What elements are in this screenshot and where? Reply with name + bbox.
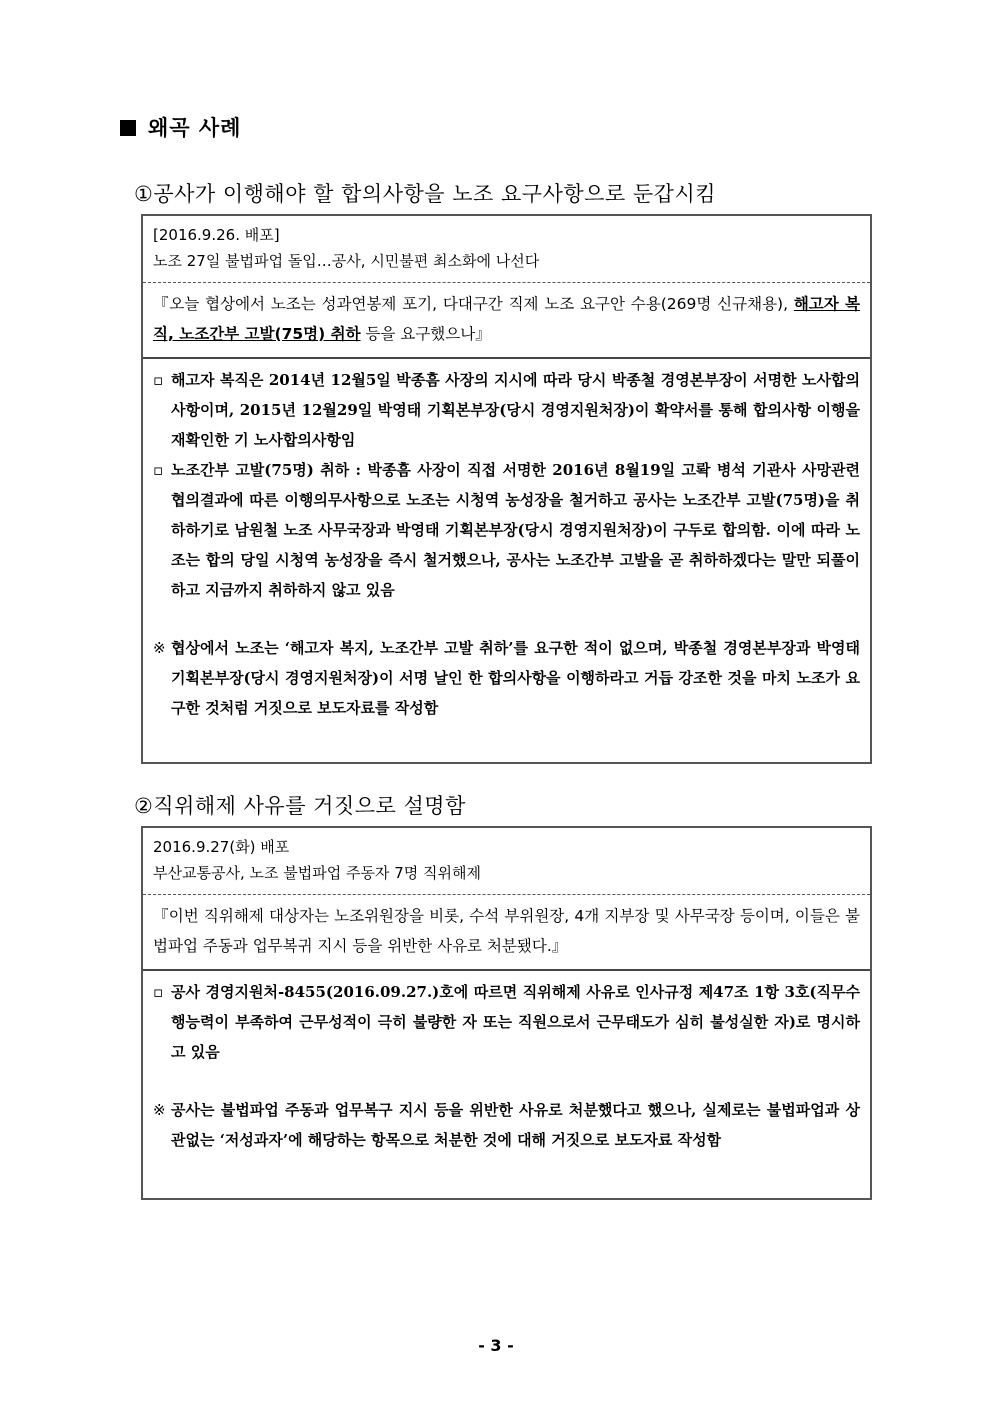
case1-title: ①공사가 이행해야 할 합의사항을 노조 요구사항으로 둔갑시킴 [134, 182, 717, 206]
section-heading-text: 왜곡 사례 [148, 116, 242, 140]
bullet-marker: ▫ [153, 371, 164, 389]
case2-quote: 『이번 직위해제 대상자는 노조위원장을 비롯, 수석 부위원장, 4개 지부장 및 사무국장 등이며, 이들은 불법파업 주동과 업무복귀 지시 등을 위반한 사유로 처분됐다.』 [143, 895, 870, 971]
section-heading [120, 112, 241, 142]
case1-note-text: 협상에서 노조는 ‘해고자 복지, 노조간부 고발 취하’를 요구한 적이 없으며, 박종철 경영본부장과 박영태 기획본부장(당시 경영지원처장)이 서명 날인 한 합의사항을 이행하라고 거듭 강조한 것을 마치 노조가 요구한 것처럼 거짓으로 보도자료를 작성함 [171, 639, 860, 717]
case2-note [153, 1095, 860, 1155]
case2-bullet-1-text: 공사 경영지원처-8455(2016.09.27.)호에 따르면 직위해제 사유로 인사규정 제47조 1항 3호(직무수행능력이 부족하여 근무성적이 극히 불량한 자 또는 직원으로서 근무태도가 심히 불성실한 자)로 명시하고 있음 [171, 983, 860, 1061]
case2-body [143, 971, 870, 1163]
case1-headline: 노조 27일 불법파업 돌입…공사, 시민불편 최소화에 나선다 [153, 252, 540, 270]
case1-bullet-2-text: 노조간부 고발(75명) 취하 : 박종흠 사장이 직접 서명한 2016년 8월19일 고롹 병석 기관사 사망관련 협의결과에 따른 이행의무사항으로 노조는 시청역 농성장을 철거하고 공사는 노조간부 고발(75명)을 취하하기로 남원철 노조 사무국장과 박영태 기획본부장(당시 경영지원처장)이 구두로 합의함. 이에 따라 노조는 합의 당일 시청역 농성장을 즉시 철거했으나, 공사는 노조간부 고발을 곧 취하하겠다는 말만 되풀이하고 지금까지 취하하지 않고 있음 [171, 461, 860, 599]
case1-quote [143, 283, 870, 359]
case2-title: ②직위해제 사유를 거짓으로 설명함 [134, 794, 466, 818]
bullet-marker: ▫ [153, 461, 164, 479]
note-marker: ※ [153, 639, 166, 657]
case1-quote-emphasis: 해고자 복직, 노조간부 고발(75명) 취하 [153, 295, 860, 343]
case1-bullet-2 [153, 455, 860, 605]
bullet-marker: ▫ [153, 983, 164, 1001]
case1-note [153, 633, 860, 723]
case1-quote-before: 『오늘 협상에서 노조는 성과연봉제 포기, 다대구간 직제 노조 요구안 수용(269명 신규채용), [153, 295, 794, 313]
page-number: - 3 - [478, 1336, 514, 1355]
case2-headline: 부산교통공사, 노조 불법파업 주동자 7명 직위해제 [153, 864, 481, 882]
case1-quote-after: 등을 요구했으나』 [360, 325, 491, 343]
case2-bullet-1 [153, 977, 860, 1067]
note-marker: ※ [153, 1101, 166, 1119]
case2-meta [143, 828, 870, 895]
case1-body [143, 359, 870, 731]
case1-meta [143, 216, 870, 283]
case1-bullet-1-text: 해고자 복직은 2014년 12월5일 박종흠 사장의 지시에 따라 당시 박종철 경영본부장이 서명한 노사합의사항이며, 2015년 12월29일 박영태 기획본부장(당시 경영지원처장)이 확약서를 통해 합의사항 이행을 재확인한 기 노사합의사항임 [171, 371, 860, 449]
square-bullet-icon [120, 120, 136, 136]
case2-note-text: 공사는 불법파업 주동과 업무복구 지시 등을 위반한 사유로 처분했다고 했으나, 실제로는 불법파업과 상관없는 ‘저성과자’에 해당하는 항목으로 처분한 것에 대해 거짓으로 보도자료 작성함 [171, 1101, 860, 1149]
case2-date: 2016.9.27(화) 배포 [153, 838, 290, 856]
case1-bullet-1 [153, 365, 860, 455]
case1-box [141, 214, 872, 764]
case1-date: [2016.9.26. 배포] [153, 226, 280, 244]
case2-box [141, 826, 872, 1200]
